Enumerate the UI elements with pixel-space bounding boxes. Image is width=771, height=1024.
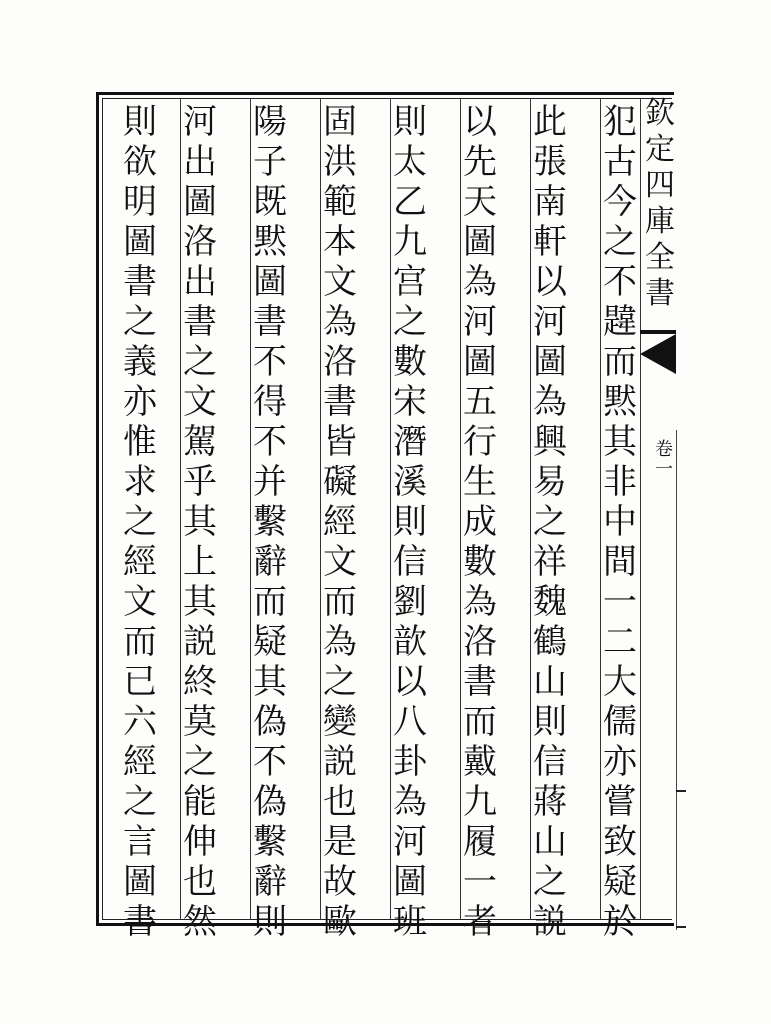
text-char: 太 xyxy=(393,142,427,182)
text-char: 易 xyxy=(533,462,567,502)
text-char: 書 xyxy=(253,302,287,342)
text-char: 六 xyxy=(123,702,157,742)
text-char: 範 xyxy=(323,182,357,222)
text-char: 以 xyxy=(533,262,567,302)
text-char: 圖 xyxy=(123,222,157,262)
text-char: 數 xyxy=(393,342,427,382)
text-char: 者 xyxy=(463,902,497,942)
text-column-6 xyxy=(244,102,296,942)
text-char: 義 xyxy=(123,342,157,382)
text-char: 之 xyxy=(393,302,427,342)
text-char: 信 xyxy=(393,542,427,582)
text-char: 文 xyxy=(323,262,357,302)
text-char: 行 xyxy=(463,422,497,462)
text-char: 生 xyxy=(463,462,497,502)
text-char: 能 xyxy=(183,782,217,822)
text-column-4 xyxy=(384,102,436,942)
text-char: 而 xyxy=(123,622,157,662)
text-char: 犯 xyxy=(603,102,637,142)
text-char: 其 xyxy=(183,502,217,542)
text-char: 之 xyxy=(183,342,217,382)
text-char: 也 xyxy=(323,782,357,822)
text-char: 書 xyxy=(323,382,357,422)
margin-tick xyxy=(676,926,686,928)
text-char: 繫 xyxy=(253,822,287,862)
text-char: 軒 xyxy=(533,222,567,262)
text-char: 洛 xyxy=(323,342,357,382)
text-char: 於 xyxy=(603,902,637,942)
text-char: 而 xyxy=(603,342,637,382)
text-char: 河 xyxy=(393,822,427,862)
text-char: 成 xyxy=(463,502,497,542)
text-char: 然 xyxy=(183,902,217,942)
text-char: 則 xyxy=(123,102,157,142)
text-char: 嘗 xyxy=(603,782,637,822)
text-char: 駕 xyxy=(183,422,217,462)
text-char: 而 xyxy=(253,582,287,622)
text-char: 則 xyxy=(393,102,427,142)
text-char: 為 xyxy=(323,302,357,342)
text-char: 不 xyxy=(253,342,287,382)
text-char: 欲 xyxy=(123,142,157,182)
margin-char: 欽 xyxy=(645,96,675,131)
text-char: 天 xyxy=(463,182,497,222)
text-char: 不 xyxy=(603,262,637,302)
text-char: 疑 xyxy=(603,862,637,902)
text-char: 不 xyxy=(253,742,287,782)
text-char: 興 xyxy=(533,422,567,462)
text-char: 乎 xyxy=(183,462,217,502)
text-char: 莫 xyxy=(183,702,217,742)
page-margin xyxy=(640,92,680,926)
text-char: 之 xyxy=(123,502,157,542)
text-char: 則 xyxy=(393,502,427,542)
text-char: 其 xyxy=(183,582,217,622)
text-char: 圖 xyxy=(123,862,157,902)
text-char: 陽 xyxy=(253,102,287,142)
text-char: 辭 xyxy=(253,862,287,902)
margin-char: 四 xyxy=(645,168,675,203)
text-char: 宋 xyxy=(393,382,427,422)
fish-tail-mark xyxy=(640,334,676,374)
text-char: 黙 xyxy=(603,382,637,422)
text-char: 説 xyxy=(323,742,357,782)
text-char: 為 xyxy=(463,262,497,302)
text-char: 山 xyxy=(533,662,567,702)
text-char: 二 xyxy=(603,622,637,662)
text-char: 子 xyxy=(253,142,287,182)
text-char: 亦 xyxy=(123,382,157,422)
text-char: 是 xyxy=(323,822,357,862)
text-char: 也 xyxy=(183,862,217,902)
text-char: 歐 xyxy=(323,902,357,942)
text-char: 魏 xyxy=(533,582,567,622)
text-char: 信 xyxy=(533,742,567,782)
text-column-8 xyxy=(114,102,166,942)
text-char: 已 xyxy=(123,662,157,702)
text-char: 為 xyxy=(533,382,567,422)
text-char: 得 xyxy=(253,382,287,422)
text-char: 五 xyxy=(463,382,497,422)
text-char: 經 xyxy=(123,542,157,582)
text-char: 出 xyxy=(183,262,217,302)
text-char: 九 xyxy=(463,782,497,822)
text-char: 文 xyxy=(323,542,357,582)
text-char: 黙 xyxy=(253,222,287,262)
text-char: 不 xyxy=(253,422,287,462)
text-char: 儒 xyxy=(603,702,637,742)
text-char: 圖 xyxy=(183,182,217,222)
text-char: 以 xyxy=(463,102,497,142)
text-char: 辭 xyxy=(253,542,287,582)
text-char: 河 xyxy=(533,302,567,342)
text-char: 蔣 xyxy=(533,782,567,822)
text-char: 鶴 xyxy=(533,622,567,662)
text-char: 而 xyxy=(323,582,357,622)
text-char: 圖 xyxy=(463,222,497,262)
text-char: 疑 xyxy=(253,622,287,662)
text-char: 經 xyxy=(123,742,157,782)
text-char: 書 xyxy=(183,302,217,342)
text-char: 為 xyxy=(323,622,357,662)
text-char: 南 xyxy=(533,182,567,222)
text-char: 書 xyxy=(463,662,497,702)
text-char: 圖 xyxy=(253,262,287,302)
text-char: 文 xyxy=(123,582,157,622)
text-char: 既 xyxy=(253,182,287,222)
text-char: 説 xyxy=(533,902,567,942)
text-char: 中 xyxy=(603,502,637,542)
margin-char: 全 xyxy=(645,240,675,275)
margin-char: 庫 xyxy=(645,204,675,239)
text-char: 文 xyxy=(183,382,217,422)
text-char: 圖 xyxy=(463,342,497,382)
text-char: 先 xyxy=(463,142,497,182)
text-char: 礙 xyxy=(323,462,357,502)
margin-char: 一 xyxy=(655,459,673,480)
text-char: 劉 xyxy=(393,582,427,622)
text-char: 一 xyxy=(603,582,637,622)
text-char: 繫 xyxy=(253,502,287,542)
text-column-1 xyxy=(594,102,646,942)
text-column-5 xyxy=(314,102,366,942)
text-char: 其 xyxy=(603,422,637,462)
text-char: 則 xyxy=(533,702,567,742)
text-char: 河 xyxy=(463,302,497,342)
text-char: 履 xyxy=(463,822,497,862)
text-char: 大 xyxy=(603,662,637,702)
text-char: 洛 xyxy=(183,222,217,262)
text-column-2 xyxy=(524,102,576,942)
text-char: 則 xyxy=(253,902,287,942)
text-char: 偽 xyxy=(253,782,287,822)
text-char: 圖 xyxy=(533,342,567,382)
text-char: 祥 xyxy=(533,542,567,582)
text-char: 一 xyxy=(463,862,497,902)
text-column-7 xyxy=(174,102,226,942)
text-column-3 xyxy=(454,102,506,942)
margin-char: 書 xyxy=(645,276,675,311)
text-char: 變 xyxy=(323,702,357,742)
text-char: 河 xyxy=(183,102,217,142)
text-char: 亦 xyxy=(603,742,637,782)
text-char: 本 xyxy=(323,222,357,262)
text-char: 書 xyxy=(123,262,157,302)
text-char: 為 xyxy=(393,782,427,822)
margin-tick xyxy=(676,790,686,792)
text-char: 數 xyxy=(463,542,497,582)
text-char: 出 xyxy=(183,142,217,182)
text-char: 乙 xyxy=(393,182,427,222)
text-char: 説 xyxy=(183,622,217,662)
text-char: 惟 xyxy=(123,422,157,462)
text-char: 歆 xyxy=(393,622,427,662)
text-char: 非 xyxy=(603,462,637,502)
text-char: 洛 xyxy=(463,622,497,662)
collection-title xyxy=(640,96,680,312)
text-char: 經 xyxy=(323,502,357,542)
text-char: 戴 xyxy=(463,742,497,782)
text-char: 圖 xyxy=(393,862,427,902)
text-char: 書 xyxy=(123,902,157,942)
text-char: 言 xyxy=(123,822,157,862)
text-char: 之 xyxy=(123,302,157,342)
text-char: 為 xyxy=(463,582,497,622)
text-char: 古 xyxy=(603,142,637,182)
text-char: 之 xyxy=(533,862,567,902)
text-char: 而 xyxy=(463,702,497,742)
text-char: 此 xyxy=(533,102,567,142)
text-char: 并 xyxy=(253,462,287,502)
text-char: 今 xyxy=(603,182,637,222)
text-char: 上 xyxy=(183,542,217,582)
text-char: 間 xyxy=(603,542,637,582)
text-char: 以 xyxy=(393,662,427,702)
text-char: 之 xyxy=(323,662,357,702)
text-char: 八 xyxy=(393,702,427,742)
text-char: 溪 xyxy=(393,462,427,502)
text-char: 皆 xyxy=(323,422,357,462)
text-char: 之 xyxy=(123,782,157,822)
text-char: 終 xyxy=(183,662,217,702)
text-char: 其 xyxy=(253,662,287,702)
text-char: 伸 xyxy=(183,822,217,862)
text-char: 之 xyxy=(533,502,567,542)
text-char: 致 xyxy=(603,822,637,862)
text-char: 之 xyxy=(183,742,217,782)
volume-label xyxy=(650,440,678,480)
text-char: 偽 xyxy=(253,702,287,742)
text-char: 九 xyxy=(393,222,427,262)
text-char: 張 xyxy=(533,142,567,182)
text-char: 卦 xyxy=(393,742,427,782)
text-char: 固 xyxy=(323,102,357,142)
text-char: 求 xyxy=(123,462,157,502)
text-char: 潛 xyxy=(393,422,427,462)
text-char: 韙 xyxy=(603,302,637,342)
text-char: 洪 xyxy=(323,142,357,182)
text-char: 山 xyxy=(533,822,567,862)
margin-line xyxy=(676,430,677,930)
text-char: 明 xyxy=(123,182,157,222)
text-char: 宫 xyxy=(393,262,427,302)
margin-char: 卷 xyxy=(655,439,673,460)
text-char: 班 xyxy=(393,902,427,942)
margin-char: 定 xyxy=(645,132,675,167)
text-char: 之 xyxy=(603,222,637,262)
text-char: 故 xyxy=(323,862,357,902)
